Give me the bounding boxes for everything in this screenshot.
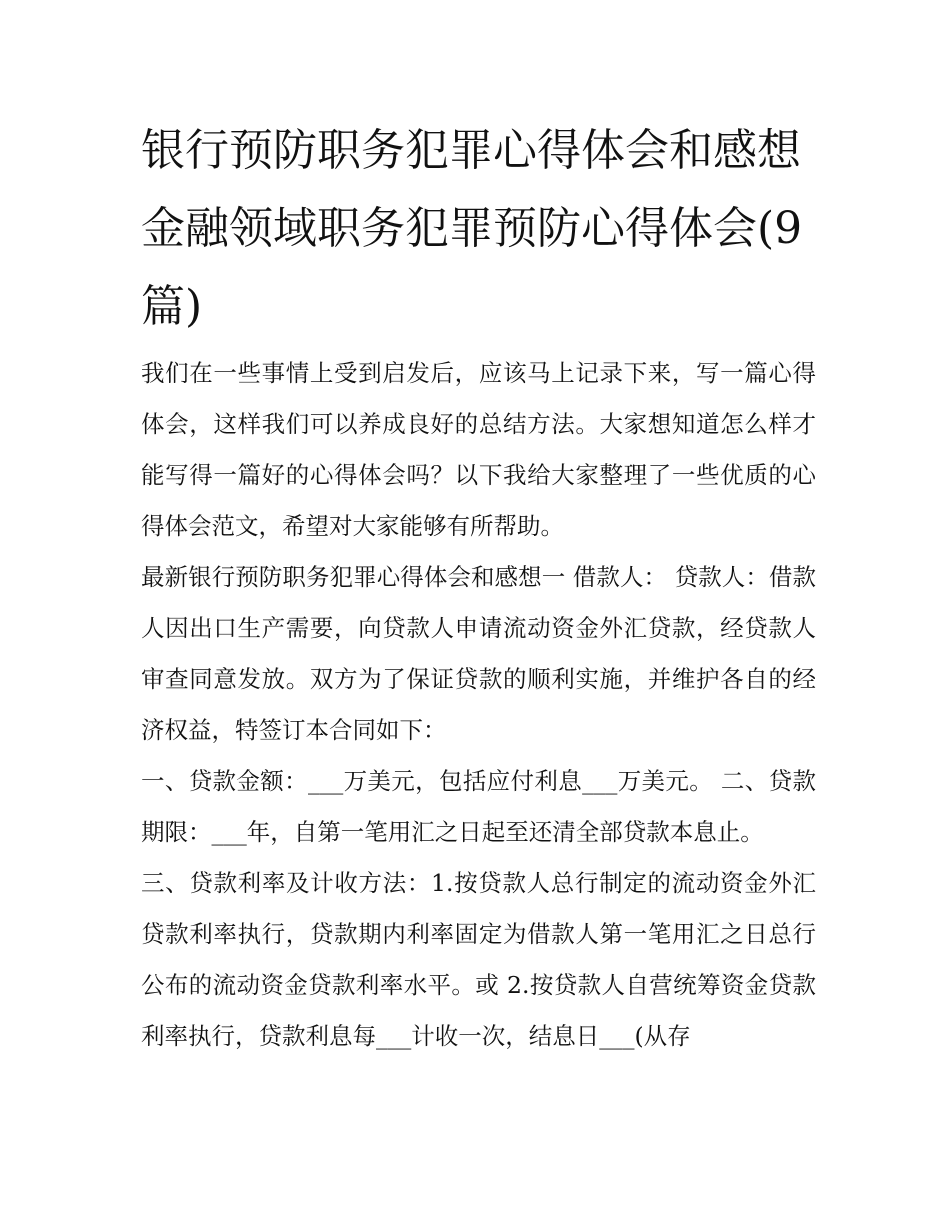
contract-intro-paragraph: 最新银行预防职务犯罪心得体会和感想一 借款人： 贷款人：借款人因出口生产需要，向贷款人申请流动资金外汇贷款，经贷款人审查同意发放。双方为了保证贷款的顺利实施，并维护各自的经济权益，特签订本合同如下： xyxy=(141,563,816,744)
document-title: 银行预防职务犯罪心得体会和感想 金融领域职务犯罪预防心得体会(9 篇) xyxy=(141,125,803,332)
intro-paragraph: 我们在一些事情上受到启发后，应该马上记录下来，写一篇心得体会，这样我们可以养成良好的总结方法。大家想知道怎么样才能写得一篇好的心得体会吗？以下我给大家整理了一些优质的心得体会范文，希望对大家能够有所帮助。 xyxy=(141,359,816,540)
loan-interest-paragraph: 三、贷款利率及计收方法：1.按贷款人总行制定的流动资金外汇贷款利率执行，贷款期内利率固定为借款人第一笔用汇之日总行公布的流动资金贷款利率水平。或 2.按贷款人自营统筹资金贷款利率执行，贷款利息每___计收一次，结息日___(从存 xyxy=(141,869,816,1050)
document-body xyxy=(141,112,816,1062)
loan-amount-term-paragraph: 一、贷款金额：___万美元，包括应付利息___万美元。 二、贷款期限：___年，自第一笔用汇之日起至还清全部贷款本息止。 xyxy=(141,767,816,846)
